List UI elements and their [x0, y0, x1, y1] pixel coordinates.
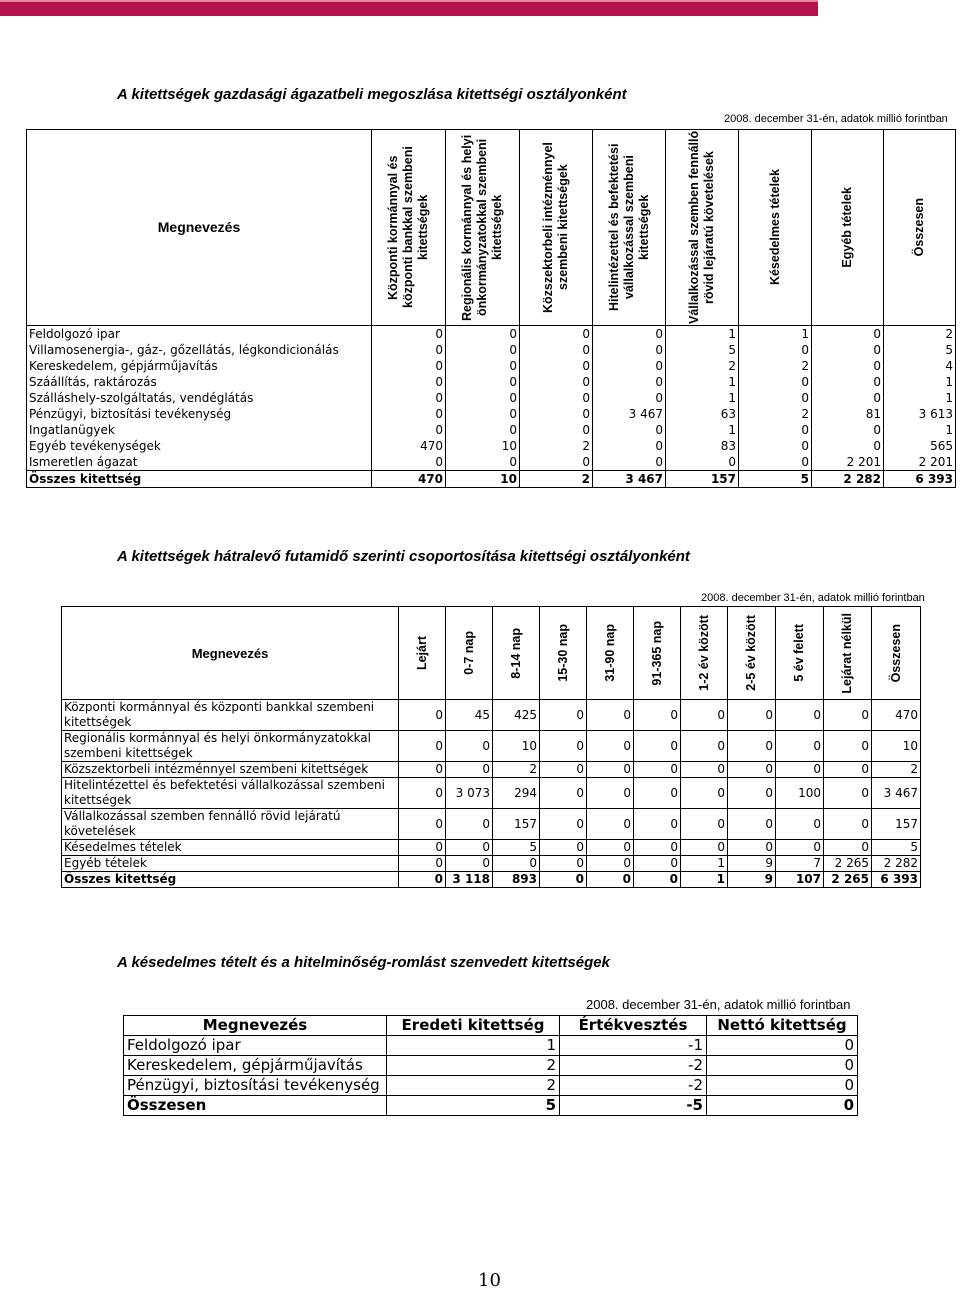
value-cell: 0	[446, 731, 493, 762]
row-label: Regionális kormánnyal és helyi önkormányzatokkal szembeni kitettségek	[62, 731, 399, 762]
table-row	[27, 438, 956, 454]
header-91-365-days: 91-365 nap	[634, 607, 681, 700]
value-cell: 1	[666, 374, 739, 390]
value-cell: 0	[634, 778, 681, 809]
value-cell: 0	[812, 342, 884, 358]
header-impairment: Értékvesztés	[560, 1016, 707, 1036]
value-cell: 0	[520, 454, 593, 471]
value-cell: 0	[587, 731, 634, 762]
value-cell: 10	[446, 438, 520, 454]
value-cell: 565	[884, 438, 956, 454]
value-cell: 0	[824, 731, 872, 762]
value-cell: -2	[560, 1056, 707, 1076]
value-cell: 0	[634, 809, 681, 840]
value-cell: 2	[872, 762, 921, 778]
value-cell: 3 613	[884, 406, 956, 422]
impaired-exposure-table	[123, 1015, 858, 1116]
value-cell: 0	[824, 700, 872, 731]
header-over-5-years: 5 év felett	[776, 607, 824, 700]
total-row	[62, 872, 921, 888]
value-cell: 0	[587, 809, 634, 840]
row-label: Hitelintézettel és befektetési vállalkozással szembeni kitettségek	[62, 778, 399, 809]
value-cell: 0	[446, 856, 493, 872]
total-row	[27, 471, 956, 488]
value-cell: 4	[884, 358, 956, 374]
header-megnevezes: Megnevezés	[62, 607, 399, 700]
value-cell: 157	[493, 809, 540, 840]
value-cell: 1	[666, 326, 739, 343]
value-cell: 0	[812, 390, 884, 406]
row-label: Vállalkozással szemben fennálló rövid lejáratú követelések	[62, 809, 399, 840]
value-cell: -1	[560, 1036, 707, 1056]
value-cell: 0	[520, 358, 593, 374]
value-cell: 0	[446, 762, 493, 778]
value-cell: 470	[872, 700, 921, 731]
value-cell: 2	[387, 1076, 560, 1096]
value-cell: 157	[666, 471, 739, 488]
value-cell: 100	[776, 778, 824, 809]
value-cell: 0	[540, 700, 587, 731]
value-cell: 3 467	[593, 471, 666, 488]
header-1-2-years: 1-2 év között	[681, 607, 728, 700]
value-cell: 0	[728, 700, 776, 731]
value-cell: 1	[666, 422, 739, 438]
row-label: Egyéb tevékenységek	[29, 439, 161, 453]
value-cell: 0	[812, 358, 884, 374]
value-cell: 0	[372, 342, 446, 358]
row-label: Feldolgozó ipar	[124, 1036, 387, 1056]
value-cell: 893	[493, 872, 540, 888]
value-cell: 1	[884, 390, 956, 406]
value-cell: 0	[587, 778, 634, 809]
top-bar-highlight	[0, 0, 818, 2]
value-cell: 2	[520, 471, 593, 488]
value-cell: 5	[872, 840, 921, 856]
table-row	[27, 374, 956, 390]
header-megnevezes: Megnevezés	[27, 130, 372, 326]
value-cell: 5	[387, 1096, 560, 1116]
value-cell: 0	[446, 840, 493, 856]
table-row	[27, 390, 956, 406]
value-cell: 0	[634, 731, 681, 762]
row-label: Központi kormánnyal és központi bankkal szembeni kitettségek	[62, 700, 399, 731]
value-cell: 0	[812, 374, 884, 390]
value-cell: 0	[399, 762, 446, 778]
value-cell: 0	[446, 342, 520, 358]
value-cell: 2 282	[812, 471, 884, 488]
value-cell: 0	[520, 422, 593, 438]
value-cell: 1	[739, 326, 812, 343]
value-cell: 0	[540, 872, 587, 888]
value-cell: 0	[728, 731, 776, 762]
row-label: Összes kitettség	[27, 471, 372, 488]
value-cell: 0	[707, 1056, 858, 1076]
value-cell: 6 393	[872, 872, 921, 888]
value-cell: 10	[872, 731, 921, 762]
value-cell: 0	[681, 778, 728, 809]
row-label: Közszektorbeli intézménnyel szembeni kitettségek	[62, 762, 399, 778]
value-cell: 0	[593, 422, 666, 438]
value-cell: 0	[446, 454, 520, 471]
value-cell: 2 265	[824, 856, 872, 872]
header-original-exposure: Eredeti kitettség	[387, 1016, 560, 1036]
value-cell: 0	[446, 422, 520, 438]
value-cell: 0	[776, 762, 824, 778]
header-other-items: Egyéb tételek	[812, 130, 884, 326]
row-label: Kereskedelem, gépjárműjavítás	[29, 359, 218, 373]
table-row	[62, 762, 921, 778]
table-row	[27, 358, 956, 374]
table-row	[62, 840, 921, 856]
value-cell: 0	[728, 762, 776, 778]
value-cell: 0	[681, 731, 728, 762]
value-cell: 0	[707, 1036, 858, 1056]
value-cell: 0	[681, 809, 728, 840]
value-cell: 3 467	[593, 406, 666, 422]
value-cell: 0	[446, 374, 520, 390]
row-label: Ingatlanügyek	[29, 423, 115, 437]
section3-unit-note: 2008. december 31-én, adatok millió forintban	[586, 997, 851, 1012]
value-cell: -2	[560, 1076, 707, 1096]
value-cell: 0	[540, 840, 587, 856]
value-cell: 0	[824, 778, 872, 809]
value-cell: 0	[399, 856, 446, 872]
header-8-14-days: 8-14 nap	[493, 607, 540, 700]
value-cell: 0	[540, 856, 587, 872]
sector-table-header-row	[27, 130, 956, 326]
table-row	[62, 856, 921, 872]
maturity-table-header-row	[62, 607, 921, 700]
value-cell: 0	[399, 778, 446, 809]
value-cell: 0	[666, 454, 739, 471]
table-row	[27, 406, 956, 422]
value-cell: 6 393	[884, 471, 956, 488]
value-cell: 2	[387, 1056, 560, 1076]
value-cell: 81	[812, 406, 884, 422]
value-cell: 425	[493, 700, 540, 731]
value-cell: 2 201	[812, 454, 884, 471]
header-total: Összesen	[872, 607, 921, 700]
header-corporate-short-term: Vállalkozással szemben fennálló rövid lejáratú követelések	[666, 130, 739, 326]
value-cell: 0	[739, 374, 812, 390]
value-cell: 0	[776, 700, 824, 731]
row-label: Kereskedelem, gépjárműjavítás	[124, 1056, 387, 1076]
value-cell: 0	[824, 809, 872, 840]
value-cell: 2	[493, 762, 540, 778]
page-number: 10	[478, 1270, 501, 1291]
row-label: Összes kitettség	[62, 872, 399, 888]
value-cell: 1	[387, 1036, 560, 1056]
value-cell: 107	[776, 872, 824, 888]
section3-title: A késedelmes tételt és a hitelminőség-romlást szenvedett kitettségek	[117, 954, 610, 971]
value-cell: 0	[593, 438, 666, 454]
value-cell: 5	[739, 471, 812, 488]
value-cell: 0	[681, 700, 728, 731]
value-cell: 3 467	[872, 778, 921, 809]
value-cell: 0	[587, 856, 634, 872]
table-row	[62, 778, 921, 809]
value-cell: 0	[634, 856, 681, 872]
table-row	[27, 342, 956, 358]
table-row	[124, 1076, 858, 1096]
value-cell: 10	[446, 471, 520, 488]
value-cell: 0	[372, 390, 446, 406]
value-cell: 0	[739, 390, 812, 406]
value-cell: 0	[587, 840, 634, 856]
value-cell: 0	[634, 840, 681, 856]
value-cell: 0	[634, 762, 681, 778]
value-cell: 1	[681, 872, 728, 888]
value-cell: 0	[728, 778, 776, 809]
value-cell: 9	[728, 856, 776, 872]
value-cell: 5	[493, 840, 540, 856]
value-cell: 0	[593, 374, 666, 390]
value-cell: 0	[824, 840, 872, 856]
row-label: Összesen	[124, 1096, 387, 1116]
table-row	[27, 422, 956, 438]
impaired-table-header-row	[124, 1016, 858, 1036]
value-cell: 0	[739, 438, 812, 454]
value-cell: 1	[666, 390, 739, 406]
header-regional-gov: Regionális kormánnyal és helyi önkormányzatokkal szembeni kitettségek	[446, 130, 520, 326]
value-cell: 0	[681, 840, 728, 856]
header-central-gov: Központi kormánnyal és központi bankkal szembeni kitettségek	[372, 130, 446, 326]
value-cell: -5	[560, 1096, 707, 1116]
value-cell: 0	[634, 872, 681, 888]
table-row	[62, 809, 921, 840]
value-cell: 2 282	[872, 856, 921, 872]
header-0-7-days: 0-7 nap	[446, 607, 493, 700]
row-label: Pénzügyi, biztosítási tevékenység	[124, 1076, 387, 1096]
value-cell: 0	[587, 872, 634, 888]
value-cell: 0	[824, 762, 872, 778]
value-cell: 0	[593, 390, 666, 406]
value-cell: 63	[666, 406, 739, 422]
header-no-maturity: Lejárat nélkül	[824, 607, 872, 700]
header-public-sector: Közszektorbeli intézménnyel szembeni kitettségek	[520, 130, 593, 326]
row-label: Száállítás, raktározás	[29, 375, 157, 389]
header-15-30-days: 15-30 nap	[540, 607, 587, 700]
table-row	[27, 326, 956, 343]
value-cell: 0	[446, 326, 520, 343]
value-cell: 0	[540, 809, 587, 840]
value-cell: 0	[681, 762, 728, 778]
header-megnevezes: Megnevezés	[124, 1016, 387, 1036]
value-cell: 0	[739, 342, 812, 358]
value-cell: 0	[399, 872, 446, 888]
value-cell: 0	[372, 326, 446, 343]
header-total: Összesen	[884, 130, 956, 326]
value-cell: 0	[593, 358, 666, 374]
table-row	[62, 700, 921, 731]
section2-title: A kitettségek hátralevő futamidő szerinti csoportosítása kitettségi osztályonként	[117, 548, 690, 565]
value-cell: 0	[520, 342, 593, 358]
row-label: Késedelmes tételek	[62, 840, 399, 856]
value-cell: 470	[372, 438, 446, 454]
value-cell: 0	[587, 762, 634, 778]
value-cell: 83	[666, 438, 739, 454]
header-net-exposure: Nettó kitettség	[707, 1016, 858, 1036]
table-row	[62, 731, 921, 762]
value-cell: 0	[776, 840, 824, 856]
value-cell: 0	[520, 326, 593, 343]
value-cell: 0	[540, 762, 587, 778]
section1-title: A kitettségek gazdasági ágazatbeli megoszlása kitettségi osztályonként	[117, 86, 627, 103]
value-cell: 0	[520, 374, 593, 390]
value-cell: 2	[666, 358, 739, 374]
value-cell: 0	[372, 422, 446, 438]
value-cell: 0	[493, 856, 540, 872]
value-cell: 2	[520, 438, 593, 454]
value-cell: 2	[739, 358, 812, 374]
value-cell: 1	[884, 374, 956, 390]
value-cell: 2	[739, 406, 812, 422]
row-label: Egyéb tételek	[62, 856, 399, 872]
value-cell: 0	[728, 809, 776, 840]
value-cell: 0	[372, 358, 446, 374]
value-cell: 5	[884, 342, 956, 358]
section2-unit-note: 2008. december 31-én, adatok millió forintban	[701, 592, 925, 604]
sector-exposure-table	[26, 129, 956, 488]
value-cell: 0	[399, 700, 446, 731]
row-label: Villamosenergia-, gáz-, gőzellátás, légkondicionálás	[29, 343, 339, 357]
table-row	[27, 454, 956, 471]
value-cell: 470	[372, 471, 446, 488]
value-cell: 0	[520, 390, 593, 406]
value-cell: 0	[446, 358, 520, 374]
total-row	[124, 1096, 858, 1116]
value-cell: 0	[776, 809, 824, 840]
value-cell: 0	[593, 342, 666, 358]
value-cell: 294	[493, 778, 540, 809]
value-cell: 0	[540, 731, 587, 762]
value-cell: 0	[446, 406, 520, 422]
value-cell: 1	[884, 422, 956, 438]
table-row	[124, 1056, 858, 1076]
value-cell: 0	[520, 406, 593, 422]
row-label: Feldolgozó ipar	[29, 327, 120, 341]
table-row	[124, 1036, 858, 1056]
value-cell: 2 201	[884, 454, 956, 471]
value-cell: 0	[593, 454, 666, 471]
value-cell: 0	[372, 406, 446, 422]
value-cell: 0	[446, 390, 520, 406]
value-cell: 0	[812, 438, 884, 454]
value-cell: 0	[399, 731, 446, 762]
value-cell: 0	[707, 1076, 858, 1096]
value-cell: 0	[707, 1096, 858, 1116]
value-cell: 0	[372, 454, 446, 471]
value-cell: 0	[399, 809, 446, 840]
top-decorative-bar	[0, 0, 818, 16]
value-cell: 157	[872, 809, 921, 840]
value-cell: 0	[812, 422, 884, 438]
value-cell: 0	[739, 422, 812, 438]
section1-unit-note: 2008. december 31-én, adatok millió forintban	[724, 113, 948, 125]
value-cell: 0	[739, 454, 812, 471]
value-cell: 0	[776, 731, 824, 762]
value-cell: 7	[776, 856, 824, 872]
value-cell: 0	[812, 326, 884, 343]
value-cell: 0	[372, 374, 446, 390]
value-cell: 5	[666, 342, 739, 358]
row-label: Ismeretlen ágazat	[29, 455, 138, 469]
row-label: Pénzügyi, biztosítási tevékenység	[29, 407, 232, 421]
header-31-90-days: 31-90 nap	[587, 607, 634, 700]
value-cell: 3 073	[446, 778, 493, 809]
value-cell: 45	[446, 700, 493, 731]
maturity-exposure-table	[61, 606, 921, 888]
value-cell: 3 118	[446, 872, 493, 888]
header-credit-institutions: Hitelintézettel és befektetési vállalkozással szembeni kitettségek	[593, 130, 666, 326]
value-cell: 10	[493, 731, 540, 762]
value-cell: 0	[540, 778, 587, 809]
value-cell: 0	[634, 700, 681, 731]
value-cell: 0	[399, 840, 446, 856]
value-cell: 2	[884, 326, 956, 343]
value-cell: 1	[681, 856, 728, 872]
value-cell: 0	[593, 326, 666, 343]
row-label: Szálláshely-szolgáltatás, vendéglátás	[29, 391, 254, 405]
value-cell: 0	[587, 700, 634, 731]
header-overdue: Lejárt	[399, 607, 446, 700]
header-2-5-years: 2-5 év között	[728, 607, 776, 700]
value-cell: 9	[728, 872, 776, 888]
value-cell: 0	[446, 809, 493, 840]
value-cell: 2 265	[824, 872, 872, 888]
header-past-due: Késedelmes tételek	[739, 130, 812, 326]
value-cell: 0	[728, 840, 776, 856]
